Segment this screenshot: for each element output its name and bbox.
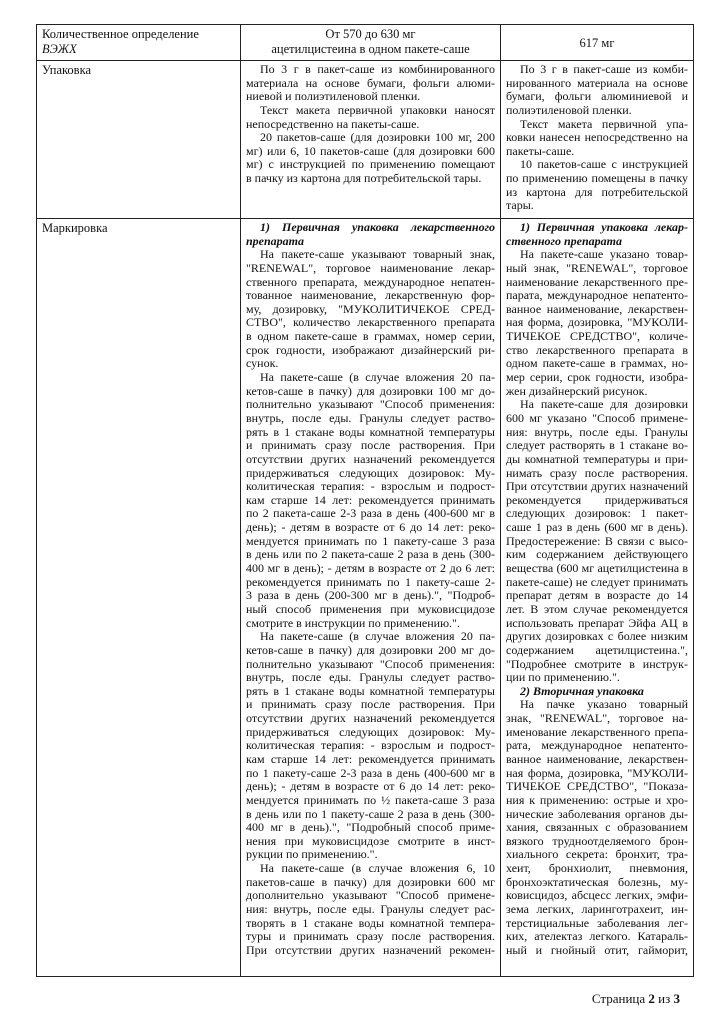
text-line: При отсутствии других назначений [506,480,688,494]
text-line: Текст макета первичной упаковки наносят [260,103,495,117]
paragraph [246,104,495,131]
text-line: 600 мг указано "Способ примене- [506,411,688,425]
text-line: дополнительно указывают "Способ примене- [246,889,495,903]
text-line: На пакете-саше (в случае вложения 20 па- [260,371,495,385]
paragraph [246,371,495,630]
text-line: 10 пакетов-саше с инструкцией [520,158,688,172]
text-line: зема легких, ларинготрахеит, ин- [506,903,688,917]
assay-spec-line2: ацетилцистеина в одном пакете-саше [271,42,470,56]
text-line: му, дозировку, "МУКОЛИТИЧЕКОЕ СРЕД- [246,302,495,316]
text-line: срок годности, изображают дизайнерский ри- [246,343,495,357]
text-line: На пачке указано товарный [520,698,688,712]
text-line: жен дизайнерский рисунок. [506,384,648,398]
text-line: рукции по применению.". [246,848,378,862]
text-line: По 3 г в пакет-саше из комби- [520,63,688,76]
text-line: ковисцидоз, абсцесс легких, эмфи- [506,889,688,903]
text-line: туры и принимать сразу после растворения. [246,930,495,944]
text-line: внутрь, после еды. Гранулы следует раство- [246,671,495,685]
cell-assay-spec [241,25,501,61]
text-line: хиального секрета: бронхит, тра- [506,848,688,862]
text-line: ственного препарата, международное непатен- [246,275,495,289]
page-word: Страница [591,991,646,1006]
paragraph [246,630,495,862]
text-line: мендуется принимать по ½ пакета-саше 3 раза [246,793,495,807]
text-line: ции по применению.". [506,671,620,685]
text-line: СТВО", количество лекарственного препарата [246,316,495,330]
text-line: отсутствии других назначений рекомендуется [246,452,495,466]
assay-method: ВЭЖХ [42,42,77,56]
text-line: ванное наименование, лекарствен- [506,752,688,766]
text-line: препарата [246,234,305,248]
text-line: ная форма, дозировка, "МУКОЛИ- [506,766,688,780]
text-line: пакеты-саше. [506,144,575,158]
text-line: парата, международное непатенто- [506,289,688,303]
assay-spec-line1: От 570 до 630 мг [325,27,416,41]
text-line: "RENEWAL", торговое наименование лекар- [246,261,495,275]
text-line: ный знак, "RENEWAL", торговое [506,261,688,275]
text-line: 2) Вторичная упаковка [520,684,644,698]
text-line: ния к применению: острые и хро- [506,793,688,807]
paragraph [246,63,495,104]
table-row-assay [37,25,694,61]
text-line: одном пакете-саше в граммах, но- [506,357,688,371]
text-line: и принимать сразу после растворения. При [246,439,495,453]
text-line: На пакете-саше (в случае вложения 6, 10 [260,862,495,876]
text-line: рата, международное непатенто- [506,739,688,753]
text-line: кам старше 14 лет: рекомендуется принимать [246,752,495,766]
text-line: колитическая терапия: - взрослым и подрост- [246,480,495,494]
text-line: материала на основе бумаги, фольги алюми- [246,76,495,90]
text-line: ный и гнойный отит, гайморит, [506,943,688,957]
text-line: сунок. [246,357,279,371]
cell-marking-result [501,219,694,977]
text-line: полнительно указывают "Способ применения: [246,398,495,412]
text-line: внутрь, после еды. Гранулы следует раство- [246,411,495,425]
text-line: 20 пакетов-саше (для дозировки 100 мг, 200 [260,131,495,145]
text-line: отсутствии других назначений рекомендуется [246,712,495,726]
assay-label: Количественное определение [42,27,199,41]
text-line: день); - детям в возрасте от 6 до 14 лет: реко- [246,780,495,794]
text-line: терстициальные заболевания лег- [506,916,688,930]
text-line: ды комнатной температуры и при- [506,452,688,466]
specification-table [36,24,694,977]
text-line: Предостережение: В связи с высо- [506,534,688,548]
marking-label: Маркировка [42,221,108,235]
text-line: 1) Первичная упаковка лекарственного [260,221,495,234]
text-line: день); - детям в возрасте от 6 до 14 лет: реко- [246,521,495,535]
text-line: по 2 пакета-саше 2-3 раза в день (400-600 мг в [246,507,495,521]
text-line: 3 раза в день (200-300 мг в день).", "Подроб- [246,589,495,603]
text-line: бронхоэктатическая болезнь, му- [506,875,688,889]
cell-marking-label [37,219,241,977]
text-line: ная форма, дозировка, "МУКОЛИ- [506,316,688,330]
text-line: ТИЧЕКОЕ СРЕДСТВО", "Показа- [506,780,688,794]
text-line: в пачку из картона для потребительской тары. [246,172,482,186]
text-line: ковки нанесен непосредственно на [506,131,688,145]
text-line: мер серии, срок годности, изобра- [506,371,688,385]
text-line: следует растворять в 1 стакане во- [506,439,688,453]
paragraph [246,131,495,186]
table-row-marking [37,219,694,977]
section-heading [506,685,688,699]
text-line: мг) с инструкцией по применению помещают [246,158,495,172]
text-line: хания, связанных с образованием [506,821,688,835]
text-line: ким содержанием действующего [506,548,688,562]
text-line: колитическая терапия: - взрослым и подрост- [246,739,495,753]
text-line: "Подробнее смотрите в инструк- [506,657,688,671]
text-line: По 3 г в пакет-саше из комбинированного [260,63,495,76]
text-line: нические заболевания органов ды- [506,807,688,821]
text-line: именование лекарственного препа- [506,725,688,739]
text-line: нированного материала на основе [506,76,688,90]
page-number [592,991,680,1007]
table-row-packaging [37,61,694,219]
text-line: кетов-саше в пачку) для дозировки 200 мг до- [246,643,495,657]
text-line: На пакете-саше (в случае вложения 20 па- [260,630,495,644]
text-line: кам старше 14 лет: рекомендуется принимать [246,493,495,507]
cell-packaging-result [501,61,694,219]
text-line: в день или по 2 пакета-саше 2 раза в день (300- [246,548,495,562]
text-line: пакете-саше) не следует принимать [506,575,688,589]
text-line: лет. В этом случае рекомендуется [506,602,688,616]
text-line: рекомендуется принимать по 1 пакету-саше 2- [246,575,495,589]
text-line: мендуется принимать по 1 пакету-саше 3 раза [246,534,495,548]
text-line: ТИЧЕКОЕ СРЕДСТВО", количе- [506,330,688,344]
text-line: Текст макета первичной упа- [520,117,688,131]
text-line: следующих дозировок: 1 пакет- [506,507,688,521]
text-line: кетов-саше в пачку) для дозировки 100 мг до- [246,384,495,398]
text-line: саше 1 раз в день (600 мг в день). [506,521,688,535]
text-line: 1) Первичная упаковка лекар- [520,221,688,234]
paragraph [506,398,688,684]
text-line: 400 мг в день); - детям в возрасте от 2 до 6 лет: [246,562,495,576]
text-line: по применению помещены в пачку [506,172,688,186]
text-line: наименование лекарственного пре- [506,275,688,289]
text-line: по 1 пакету-саше 2-3 раза в день (400-600 мг в [246,766,495,780]
cell-packaging-spec [241,61,501,219]
text-line: вязкого трудноотделяемого брон- [506,834,688,848]
cell-marking-spec [241,219,501,977]
text-line: в одном пакете-саше в граммах, номер серии, [246,330,495,344]
text-line: На пакете-саше указывают товарный знак, [260,248,495,262]
section-heading [246,221,495,248]
paragraph [506,158,688,213]
text-line: мг) или 6, 10 пакетов-саше (для дозировки 600 [246,144,495,158]
text-line: непосредственно на пакеты-саше. [246,117,420,131]
text-line: смотрите в инструкции по применению.". [246,616,460,630]
text-line: бумаги, фольги алюминиевой и [506,90,688,104]
paragraph [506,63,688,118]
assay-result: 617 мг [579,36,615,50]
text-line: придерживаться следующих дозировок: Му- [246,466,495,480]
text-line: ких, ателектаз легкого. Катараль- [506,930,688,944]
text-line: ниевой и полиэтиленовой пленки. [246,90,421,104]
text-line: знак, "RENEWAL", торговое на- [506,712,688,726]
text-line: тованное наименование, лекарственную фор- [246,289,495,303]
cell-assay-result [501,25,694,61]
text-line: из картона для потребительской [506,185,688,199]
page-current: 2 [648,991,655,1006]
text-line: творять в 1 стакане воды комнатной темпера- [246,916,495,930]
text-line: ния: внутрь, после еды. Гранулы [506,425,688,439]
text-line: полиэтиленовой пленки. [506,103,632,117]
cell-assay-label [37,25,241,61]
page-of: из [658,991,671,1006]
text-line: ный способ применения при муковисцидозе [246,602,495,616]
text-line: пакетов-саше в пачку) для дозировки 600 мг [246,875,495,889]
text-line: рять в 1 стакане воды комнатной температуры [246,684,495,698]
text-line: хеит, бронхиолит, пневмония, [506,862,688,876]
text-line: На пакете-саше указано товар- [520,248,688,262]
text-line: содержанием ацетилцистеина.", [506,643,688,657]
text-line: рекомендуется придерживаться [506,493,688,507]
text-line: препарат детям в возрасте до 14 [506,589,688,603]
text-line: нимать сразу после растворения. [506,466,688,480]
text-line: и принимать сразу после растворения. При [246,698,495,712]
text-line: придерживаться следующих дозировок: Му- [246,725,495,739]
text-line: вещества (600 мг ацетилцистеина в [506,562,688,576]
text-line: ство лекарственного препарата в [506,343,688,357]
text-line: рять в 1 стакане воды комнатной температуры [246,425,495,439]
text-line: других дозировках с более низким [506,630,688,644]
text-line: ния: внутрь, после еды. Гранулы следует рас- [246,903,495,917]
text-line: полнительно указывают "Способ применения: [246,657,495,671]
text-line: нения при муковисцидозе смотрите в инст- [246,834,495,848]
text-line: ственного препарата [506,234,622,248]
text-line: 400 мг в день).", "Подробный способ приме- [246,821,495,835]
paragraph [246,862,495,957]
text-line: тары. [506,199,534,213]
text-line: При отсутствии других назначений рекомен- [246,943,495,957]
text-line: в день или по 1 пакету-саше 2 раза в день (300- [246,807,495,821]
cell-packaging-label [37,61,241,219]
text-line: использовать препарат Эйфа АЦ в [506,616,688,630]
paragraph [246,248,495,371]
paragraph [506,118,688,159]
paragraph [506,248,688,398]
section-heading [506,221,688,248]
packaging-label: Упаковка [42,63,92,77]
text-line: На пакете-саше для дозировки [520,398,688,412]
text-line: ванное наименование, лекарствен- [506,302,688,316]
page-total: 3 [673,991,680,1006]
paragraph [506,698,688,957]
